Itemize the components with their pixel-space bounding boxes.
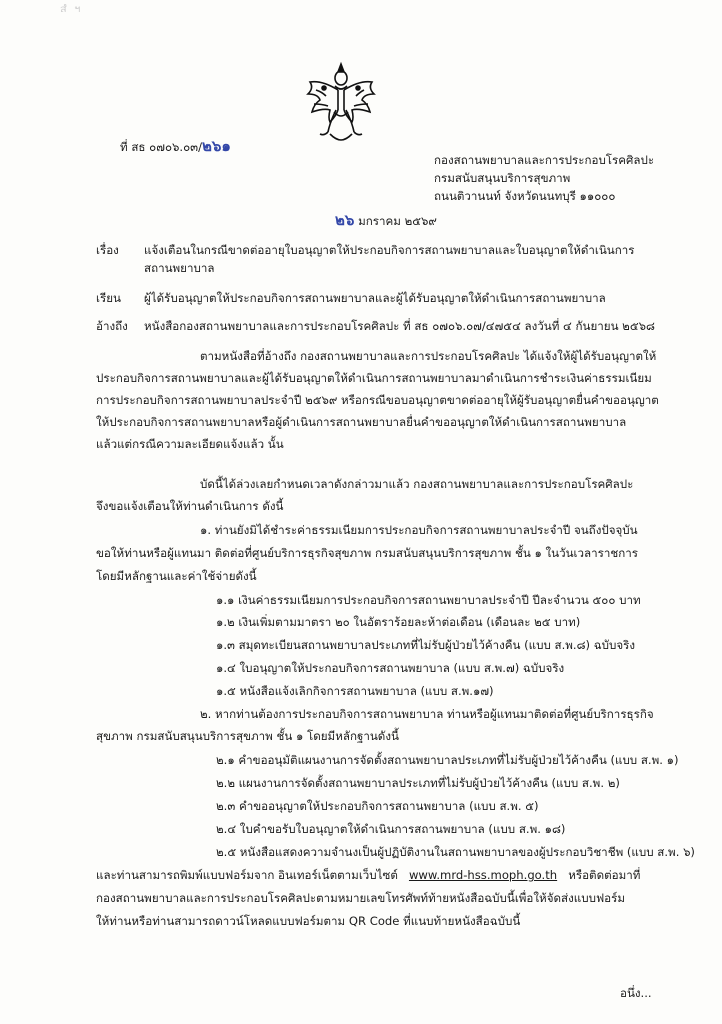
item-2-sub: ๒.๒ แผนงานการจัดตั้งสถานพยาบาลประเภทที่ไม่รับผู้ป่วยไว้ค้างคืน (แบบ ส.พ. ๒)	[216, 776, 620, 790]
closing-line-2: กองสถานพยาบาลและการประกอบโรคศิลปะตามหมายเลขโทรศัพท์ท้ายหนังสือฉบับนี้เพื่อให้จัดส่งแบบฟอร์ม	[96, 891, 625, 905]
closing-line-1	[96, 867, 640, 883]
item-1-sub: ๑.๓ สมุดทะเบียนสถานพยาบาลประเภทที่ไม่รับผู้ป่วยไว้ค้างคืน (แบบ ส.พ.๘) ฉบับจริง	[216, 638, 636, 652]
document-date	[335, 212, 437, 229]
closing-text-before-link: และท่านสามารถพิมพ์แบบฟอร์มจาก อินเทอร์เน็ตตามเว็บไซต์	[96, 868, 398, 882]
website-link[interactable]: www.mrd-hss.moph.go.th	[408, 868, 558, 882]
document-number	[120, 138, 231, 155]
scan-artifact-top	[0, 0, 722, 12]
salutation-text: ผู้ได้รับอนุญาตให้ประกอบกิจการสถานพยาบาลและผู้ได้รับอนุญาตให้ดำเนินการสถานพยาบาล	[144, 291, 606, 305]
sender-office: กองสถานพยาบาลและการประกอบโรคศิลปะ	[434, 153, 655, 167]
subject-text-cont: สถานพยาบาล	[144, 261, 215, 275]
item-1-line: ขอให้ท่านหรือผู้แทนมา ติดต่อที่ศูนย์บริการธุรกิจสุขภาพ กรมสนับสนุนบริการสุขภาพ ชั้น ๑ ในวันเวลาราชการ	[96, 546, 638, 560]
item-1-line: ๑. ท่านยังมิได้ชำระค่าธรรมเนียมการประกอบกิจการสถานพยาบาลประจำปี จนถึงปัจจุบัน	[200, 523, 638, 537]
handwritten-day: ๒๖	[335, 211, 355, 229]
sender-department: กรมสนับสนุนบริการสุขภาพ	[434, 171, 571, 185]
paragraph-2-line: บัดนี้ได้ล่วงเลยกำหนดเวลาดังกล่าวมาแล้ว กองสถานพยาบาลและการประกอบโรคศิลปะ	[200, 477, 634, 491]
paragraph-2-line: จึงขอแจ้งเตือนให้ท่านดำเนินการ ดังนี้	[96, 499, 284, 513]
paragraph-1-line: ประกอบกิจการสถานพยาบาลและผู้ได้รับอนุญาตให้ดำเนินการสถานพยาบาลมาดำเนินการชำระเงินค่าธรรมเนียม	[96, 371, 652, 385]
item-2-sub: ๒.๕ หนังสือแสดงความจำนงเป็นผู้ปฏิบัติงานในสถานพยาบาลของผู้ประกอบวิชาชีพ (แบบ ส.พ. ๖)	[216, 845, 695, 859]
closing-line-3: ให้ท่านหรือท่านสามารถดาวน์โหลดแบบฟอร์มตาม QR Code ที่แนบท้ายหนังสือฉบับนี้	[96, 914, 521, 928]
subject-label: เรื่อง	[96, 243, 119, 257]
scan-header-text: สํ ฯ	[60, 3, 83, 12]
garuda-emblem-icon	[300, 60, 382, 148]
continuation-text: อนึ่ง...	[620, 986, 652, 1000]
handwritten-number: ๒๖๑	[202, 137, 231, 155]
paragraph-1-line: แล้วแต่กรณีความละเอียดแจ้งแล้ว นั้น	[96, 437, 284, 451]
item-1-sub: ๑.๒ เงินเพิ่มตามมาตรา ๒๐ ในอัตราร้อยละห้าต่อเดือน (เดือนละ ๒๕ บาท)	[216, 615, 581, 629]
reference-text: หนังสือกองสถานพยาบาลและการประกอบโรคศิลปะ ที่ สธ ๐๗๐๖.๐๗/๔๗๕๔ ลงวันที่ ๔ กันยายน ๒๕๖๘	[144, 319, 655, 333]
item-2-sub: ๒.๓ คำขออนุญาตให้ประกอบกิจการสถานพยาบาล (แบบ ส.พ. ๕)	[216, 799, 539, 813]
item-1-sub: ๑.๔ ใบอนุญาตให้ประกอบกิจการสถานพยาบาล (แบบ ส.พ.๗) ฉบับจริง	[216, 661, 565, 675]
closing-text-after-link: หรือติดต่อมาที่	[568, 868, 641, 882]
salutation-label: เรียน	[96, 291, 121, 305]
paragraph-1-line: การประกอบกิจการสถานพยาบาลประจำปี ๒๕๖๙ หรือกรณีขอบอนุญาตขาดต่ออายุให้ผู้รับอนุญาตยื่นคำขออนุญาต	[96, 393, 659, 407]
item-2-line: ๒. หากท่านต้องการประกอบกิจการสถานพยาบาล ท่านหรือผู้แทนมาติดต่อที่ศูนย์บริการธุรกิจ	[200, 707, 654, 721]
sender-address: ถนนติวานนท์ จังหวัดนนทบุรี ๑๑๐๐๐	[434, 189, 616, 203]
subject-text: แจ้งเตือนในกรณีขาดต่ออายุใบอนุญาตให้ประกอบกิจการสถานพยาบาลและใบอนุญาตให้ดำเนินการ	[144, 243, 635, 257]
document-number-prefix: ที่ สธ ๐๗๐๖.๐๓/	[120, 140, 202, 154]
paragraph-1-line: ให้ประกอบกิจการสถานพยาบาลหรือผู้ดำเนินการสถานพยาบาลยื่นคำขออนุญาตให้ดำเนินการสถานพยาบาล	[96, 415, 627, 429]
reference-label: อ้างถึง	[96, 319, 128, 333]
item-1-sub: ๑.๕ หนังสือแจ้งเลิกกิจการสถานพยาบาล (แบบ ส.พ.๑๗)	[216, 684, 494, 698]
item-2-line: สุขภาพ กรมสนับสนุนบริการสุขภาพ ชั้น ๑ โดยมีหลักฐานดังนี้	[96, 729, 399, 743]
item-1-sub: ๑.๑ เงินค่าธรรมเนียมการประกอบกิจการสถานพยาบาลประจำปี ปีละจำนวน ๕๐๐ บาท	[216, 593, 641, 607]
date-month-year: มกราคม ๒๕๖๙	[358, 214, 437, 228]
item-1-line: โดยมีหลักฐานและค่าใช้จ่ายดังนี้	[96, 569, 257, 583]
item-2-sub: ๒.๑ คำขออนุมัติแผนงานการจัดตั้งสถานพยาบาลประเภทที่ไม่รับผู้ป่วยไว้ค้างคืน (แบบ ส.พ. ๑)	[216, 753, 679, 767]
paragraph-1-line: ตามหนังสือที่อ้างถึง กองสถานพยาบาลและการประกอบโรคศิลปะ ได้แจ้งให้ผู้ได้รับอนุญาตให้	[200, 349, 657, 363]
item-2-sub: ๒.๔ ใบคำขอรับใบอนุญาตให้ดำเนินการสถานพยาบาล (แบบ ส.พ. ๑๘)	[216, 822, 566, 836]
